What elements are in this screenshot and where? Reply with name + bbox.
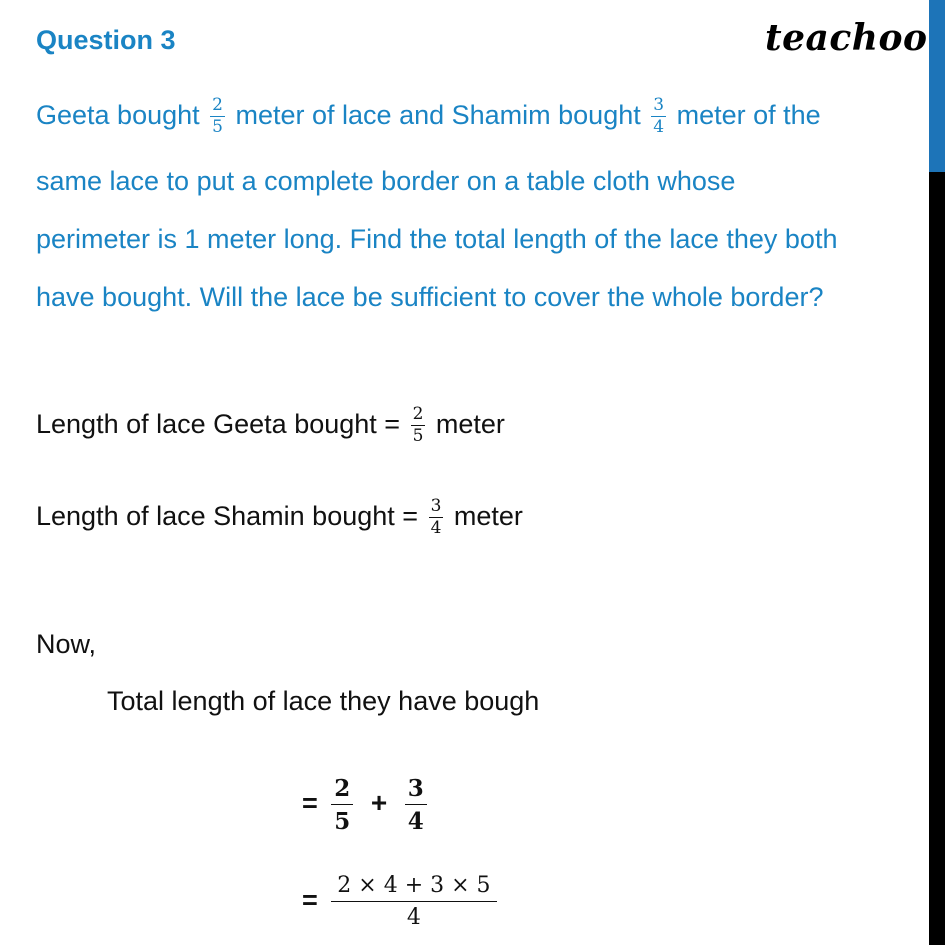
fraction-numerator: 2 — [412, 404, 424, 425]
geeta-label: Length of lace Geeta bought = — [36, 409, 401, 439]
step-1-equation — [302, 777, 433, 833]
fraction — [331, 875, 496, 929]
fraction — [405, 777, 427, 833]
shamin-label: Length of lace Shamin bought = — [36, 501, 419, 531]
fraction — [429, 498, 444, 537]
fraction-denominator: 5 — [334, 808, 351, 835]
question-line-1 — [36, 84, 926, 152]
fraction — [651, 97, 666, 136]
step-2-equation — [302, 875, 503, 929]
question-text-part: meter of lace and Shamim bought — [235, 100, 641, 130]
fraction — [210, 97, 225, 136]
question-line-3: perimeter is 1 meter long. Find the total length of the lace they both — [36, 224, 838, 254]
equals-sign: = — [302, 788, 318, 819]
fraction-denominator: 5 — [212, 117, 223, 138]
shamin-length-line — [36, 496, 523, 537]
question-text-part: Geeta bought — [36, 100, 200, 130]
plus-sign: + — [370, 787, 388, 819]
unit-text: meter — [453, 501, 523, 531]
fraction-denominator: 4 — [407, 808, 424, 835]
fraction — [331, 777, 353, 833]
question-text — [36, 84, 926, 326]
scrollbar[interactable] — [929, 0, 945, 945]
fraction-numerator: 3 — [653, 95, 665, 116]
question-line-4: have bought. Will the lace be sufficient to cover the whole border? — [36, 282, 824, 312]
fraction-numerator: 2 — [331, 777, 353, 805]
question-line-2: same lace to put a complete border on a table cloth whose — [36, 166, 736, 196]
scrollbar-thumb[interactable] — [929, 0, 945, 172]
teachoo-logo: teachoo — [765, 17, 928, 59]
fraction-numerator: 3 — [405, 777, 427, 805]
fraction-numerator: 2 — [212, 95, 223, 116]
fraction-numerator: 3 — [430, 496, 442, 517]
fraction — [411, 406, 426, 445]
fraction-denominator: 4 — [430, 518, 442, 539]
fraction-numerator: 2 × 4 + 3 × 5 — [331, 875, 496, 902]
now-text: Now, — [36, 629, 97, 659]
equals-sign: = — [302, 885, 318, 916]
question-text-part: meter of the — [676, 100, 821, 130]
unit-text: meter — [435, 409, 505, 439]
fraction-denominator: 4 — [406, 905, 421, 930]
total-length-label: Total length of lace they have bough — [107, 686, 540, 716]
geeta-length-line — [36, 404, 505, 445]
fraction-denominator: 5 — [412, 426, 424, 447]
fraction-denominator: 4 — [653, 117, 665, 138]
question-title: Question 3 — [36, 25, 176, 55]
